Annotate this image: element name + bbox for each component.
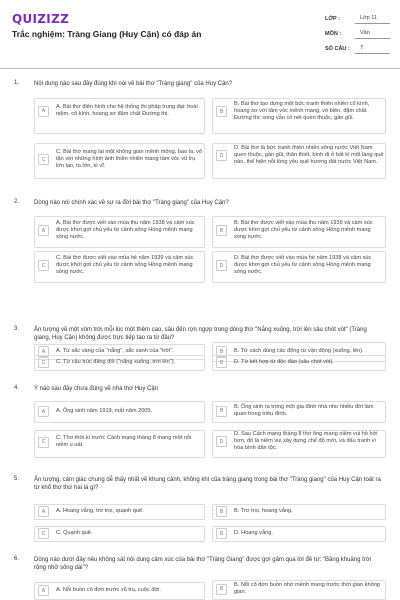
option-text: C. Bài thơ mang lại một không gian mênh mông, bao la, vô tận với những hình ảnh thiên nhiên mang tầm vóc vũ trụ lớn lao, to lớn, kì vĩ. — [56, 149, 203, 170]
option-letter: B — [216, 225, 227, 236]
option-letter: A — [38, 225, 49, 236]
option-c[interactable] — [38, 255, 203, 277]
worksheet-title: Trắc nghiệm: Tràng Giang (Huy Cận) có đáp án — [12, 29, 202, 39]
option-letter: C — [38, 154, 49, 165]
quizizz-logo: QUIZIZZ — [12, 12, 70, 26]
option-a[interactable] — [38, 585, 203, 596]
option-a[interactable] — [38, 406, 203, 417]
question-4 — [12, 385, 390, 467]
option-letter: B — [216, 584, 227, 595]
meta-label: LỚP : — [325, 15, 340, 22]
option-a[interactable] — [38, 104, 203, 118]
option-text: A. Ông sinh năm 1919, mất năm 2005. — [56, 407, 153, 414]
header-divider — [0, 68, 400, 69]
option-b[interactable] — [216, 404, 384, 418]
meta-row-count — [325, 42, 390, 55]
option-c[interactable] — [38, 528, 203, 539]
question-number: 1. — [14, 80, 20, 86]
option-text: D. Bài thơ được viết vào mùa hè năm 1938 và cảm xúc được khơi gợi chủ yếu từ cảnh sông Hồng mênh mang sóng nước. — [234, 255, 372, 276]
meta-value: Văn — [355, 28, 390, 39]
option-text: A. Bài thơ được viết vào mùa thu năm 1938 và cảm xúc được khơi gợi chủ yếu từ cảnh sông Hồng mênh mang sóng nước. — [56, 220, 195, 241]
question-1 — [12, 80, 390, 190]
question-2 — [12, 199, 390, 311]
option-letter: D — [216, 436, 227, 447]
question-text: Nội dung nào sau đây đúng khi nói về bài thơ "Tràng giang" của Huy Cận? — [34, 81, 233, 87]
option-letter: A — [38, 346, 49, 357]
option-text: A. Hoang vắng, trơ trọi, quạnh quẽ. — [56, 507, 144, 514]
question-number: 3. — [14, 326, 20, 332]
option-letter: B — [216, 506, 227, 517]
option-text: D. Bài thơ là bức tranh thiên nhiên sông nước Việt Nam quen thuộc, gần gũi, thân thiết, bình dị ở bất kì một làng quê nào, thể hiện nỗi lòng yêu quê hương đất nước Việt Nam. — [234, 145, 384, 166]
option-a[interactable] — [38, 220, 203, 242]
option-letter: A — [38, 585, 49, 596]
question-text: Ấn tượng, cảm giác chung dễ thấy nhất về khung cảnh, không khí của tràng giang trong bài thơ "Tràng giang" của Huy Cận toát ra từ khổ thơ thứ hai là gì? — [34, 477, 381, 491]
option-b[interactable] — [216, 506, 384, 517]
option-letter: A — [38, 406, 49, 417]
option-text: D. Hoang vắng. — [234, 529, 273, 536]
option-text: A. Bài thơ điển hình cho hệ thống thi pháp trung đại: hoài niệm, cổ kính, hoang sơ đậm chất Đường thi. — [56, 104, 198, 118]
option-d[interactable] — [216, 528, 384, 539]
option-text: C. Thơ thời kì trước Cách mạng tháng 8 mang một nỗi niềm u uất. — [56, 435, 192, 449]
option-text: D. Từ kết hợp từ độc đáo (sâu chót vót). — [234, 358, 334, 365]
option-b[interactable] — [216, 582, 384, 596]
option-b[interactable] — [216, 101, 384, 123]
meta-row-class — [325, 12, 390, 25]
option-d[interactable] — [216, 255, 384, 277]
option-a[interactable] — [38, 506, 203, 517]
option-text: A. Từ sắc vàng của "nắng", sắc xanh của "trời". — [56, 347, 174, 354]
meta-value: 7 — [355, 43, 390, 54]
option-b[interactable] — [216, 220, 384, 242]
meta-row-subject — [325, 27, 390, 40]
option-c[interactable] — [38, 435, 203, 449]
option-text: C. Quạnh quẽ. — [56, 529, 93, 536]
option-letter: D — [216, 260, 227, 271]
question-text: Ấn tượng về một vòm trời mỗi lúc một thêm cao, sâu đến rợn ngợp trong dòng thơ "Nắng xuống, trời lên sâu chót vót" (Tràng giang, Huy Cận) không được trực tiếp tạo ra từ đâu? — [34, 327, 367, 341]
option-text: B. Nỗi cô đơn buồn nhớ mênh mang trước thời gian không gian. — [234, 582, 380, 596]
option-letter: C — [38, 357, 49, 368]
meta-label: SỐ CÂU : — [325, 45, 350, 52]
option-letter: A — [38, 106, 49, 117]
worksheet-header — [0, 0, 400, 70]
question-text: Dòng nào nói chính xác về sự ra đời bài thơ "Tràng giang" của Huy Cận? — [34, 200, 229, 206]
option-text: B. Bài thơ tạo dựng một bức tranh thiên nhiên cổ kính, hoang sơ với tâm vóc mênh mang, vô biên, đậm chất Đường thi; song vẫn có nét quen thuộc, gần gũi. — [234, 101, 370, 122]
option-letter: D — [216, 357, 227, 368]
option-letter: B — [216, 346, 227, 357]
option-d[interactable] — [216, 431, 384, 453]
meta-value: Lớp 11 — [355, 13, 390, 24]
option-text: A. Nỗi buồn cô đơn trước vũ trụ, cuộc đời. — [56, 586, 161, 593]
option-letter: D — [216, 528, 227, 539]
meta-label: MÔN : — [325, 30, 342, 37]
option-text: C. Bài thơ được viết vào mùa hè năm 1939 và cảm xúc được khơi gợi chủ yếu từ cảnh sông Hồng mênh mang sóng nước. — [56, 255, 194, 276]
question-number: 5. — [14, 476, 20, 482]
question-number: 2. — [14, 199, 20, 205]
question-5 — [12, 476, 390, 546]
option-text: C. Từ cấu trúc đăng đối ("nắng xuống, trời lên"). — [56, 358, 176, 365]
question-number: 6. — [14, 556, 20, 562]
question-3-row-2 — [12, 355, 390, 375]
option-letter: C — [38, 260, 49, 271]
option-letter: C — [38, 528, 49, 539]
option-c[interactable] — [38, 149, 203, 171]
option-text: B. Ông sinh ra trong một gia đình nhà nho nhiều đời làm quan trong triều đình. — [234, 404, 374, 418]
option-text: B. Trơ trọi, hoang vắng. — [234, 507, 293, 514]
question-text: Dòng nào dưới đây nêu không sát nội dung cảm xúc của bài thơ "Tràng Giang" được gợi gảm qua lời đề từ: "Bâng khuâng trời rộng nhớ sông dài"? — [34, 557, 372, 571]
option-text: B. Bài thơ được viết vào mùa thu năm 1939 và cảm xúc được khơi gợi chủ yếu từ cảnh sông Hồng mênh mang sóng nước. — [234, 220, 373, 241]
option-d[interactable] — [216, 357, 384, 368]
question-number: 4. — [14, 385, 20, 391]
question-6 — [12, 556, 390, 600]
option-letter: D — [216, 150, 227, 161]
option-letter: C — [38, 437, 49, 448]
option-letter: B — [216, 106, 227, 117]
option-letter: A — [38, 506, 49, 517]
option-text: D. Sau Cách mạng tháng 8 thơ ông mang niềm vui hồ hởi hơn, đó là niềm vui xây dựng chế độ mới, và đấu tranh vì hòa bình dân tộc. — [234, 431, 378, 452]
question-text: Ý nào sau đây chưa đúng về nhà thơ Huy Cận — [34, 386, 159, 392]
option-c[interactable] — [38, 357, 203, 368]
option-d[interactable] — [216, 145, 384, 167]
worksheet-meta — [325, 12, 390, 57]
option-text: B. Từ cách dùng các động từ vận động (xuống, lên). — [234, 347, 364, 354]
option-letter: B — [216, 406, 227, 417]
